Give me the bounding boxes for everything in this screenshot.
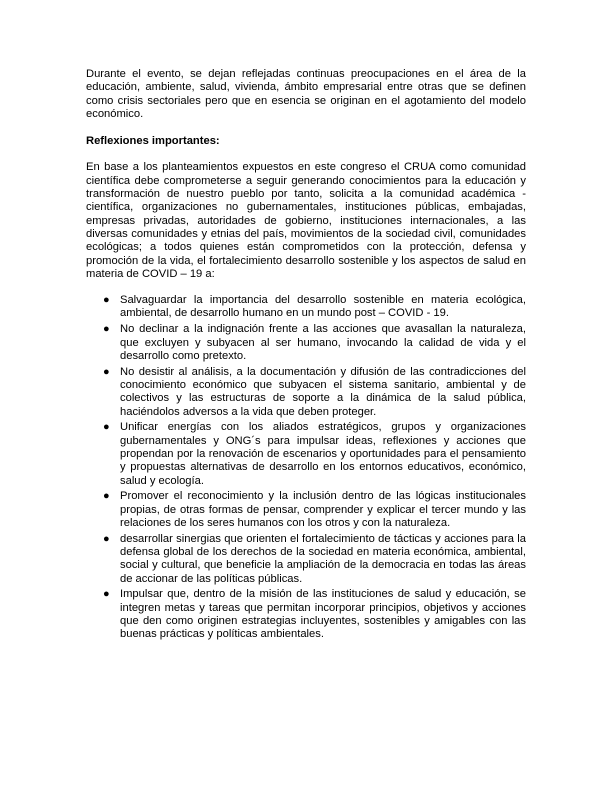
reflections-list bbox=[86, 294, 526, 641]
page-content bbox=[86, 68, 526, 644]
list-item bbox=[86, 421, 526, 487]
list-item-text: Salvaguardar la importancia del desarrollo sostenible en materia ecológica, ambiental, de desarrollo humano en un mundo post – COVID - 19. bbox=[120, 294, 526, 320]
list-item bbox=[86, 490, 526, 530]
bullet-icon: ● bbox=[103, 588, 110, 601]
intro-paragraph: Durante el evento, se dejan reflejadas continuas preocupaciones en el área de la educación, ambiente, salud, vivienda, ámbito empresarial entre otras que se definen como crisis sectoriales pero que en esencia se originan en el agotamiento del modelo económico. bbox=[86, 68, 526, 120]
body-paragraph: En base a los planteamientos expuestos en este congreso el CRUA como comunidad científica debe comprometerse a seguir generando conocimientos para la educación y transformación de nuestro pueblo por tanto, solicita a la comunidad académica - científica, organizaciones no gubernamentales, instituciones públicas, embajadas, empresas privadas, autoridades de gobierno, instituciones internacionales, a las diversas comunidades y etnias del país, movimientos de la sociedad civil, comunidades ecológicas; a todos quienes están comprometidos con la protección, defensa y promoción de la vida, el fortalecimiento desarrollo sostenible y los aspectos de salud en materia de COVID – 19 a: bbox=[86, 161, 526, 280]
bullet-icon: ● bbox=[103, 421, 110, 434]
list-item bbox=[86, 323, 526, 363]
bullet-icon: ● bbox=[103, 365, 110, 378]
bullet-icon: ● bbox=[103, 323, 110, 336]
list-item-text: No desistir al análisis, a la documentación y difusión de las contradicciones del conocimiento económico que subyacen el sistema sanitario, ambiental y de colectivos y las estructuras de soporte a la dinámica de la salud pública, haciéndolos adversos a la vida que deben proteger. bbox=[120, 365, 526, 418]
section-heading: Reflexiones importantes: bbox=[86, 135, 220, 148]
list-item-text: desarrollar sinergias que orienten el fortalecimiento de tácticas y acciones para la defensa global de los derechos de la sociedad en materia económica, ambiental, social y cultural, que beneficie la ampliación de la democracia en todas las áreas de accionar de las políticas públicas. bbox=[120, 532, 526, 585]
bullet-icon: ● bbox=[103, 294, 110, 307]
bullet-icon: ● bbox=[103, 490, 110, 503]
list-item bbox=[86, 588, 526, 641]
list-item bbox=[86, 533, 526, 586]
list-item-text: Promover el reconocimiento y la inclusión dentro de las lógicas institucionales propias, de otras formas de pensar, comprender y explicar el tercer mundo y las relaciones de los seres humanos con los otros y con la naturaleza. bbox=[120, 490, 526, 529]
list-item bbox=[86, 366, 526, 419]
list-item bbox=[86, 294, 526, 321]
bullet-icon: ● bbox=[103, 532, 110, 545]
list-item-text: Unificar energías con los aliados estratégicos, grupos y organizaciones gubernamentales y ONG´s para impulsar ideas, reflexiones y acciones que propendan por la renovación de escenarios y oportunidades para el pensamiento y propuestas alternativas de desarrollo en los entornos educativos, económico, salud y ecología. bbox=[120, 421, 526, 487]
list-item-text: Impulsar que, dentro de la misión de las instituciones de salud y educación, se integren metas y tareas que permitan incorporar principios, objetivos y acciones que den como originen estrategias incluyentes, sostenibles y amigables con las buenas prácticas y políticas ambientales. bbox=[120, 588, 526, 641]
list-item-text: No declinar a la indignación frente a las acciones que avasallan la naturaleza, que excluyen y subyacen al ser humano, invocando la calidad de vida y el desarrollo como pretexto. bbox=[120, 323, 526, 362]
